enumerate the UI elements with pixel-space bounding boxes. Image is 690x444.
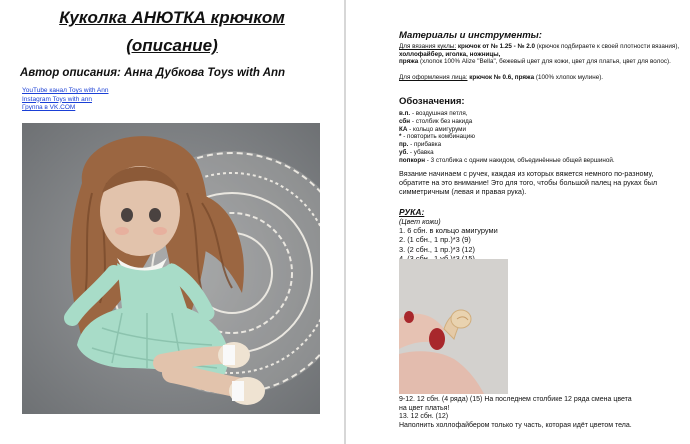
youtube-link[interactable]: YouTube канал Toys with Ann [22, 87, 109, 94]
arm-row: на цвет платья! [399, 404, 450, 412]
legend-item: уб. - убавка [399, 148, 434, 156]
materials-face [399, 74, 681, 82]
legend-list [399, 110, 681, 165]
materials-yarn-label: пряжа [399, 58, 419, 66]
materials-face-hook: крючок № 0.6, пряжа [469, 74, 535, 81]
arm-row: 13. 12 сбн. (12) [399, 413, 449, 421]
arm-row: 1. 6 сбн. в кольцо амигуруми [399, 226, 498, 235]
vk-group-link[interactable]: Группа в VK.COM [22, 104, 76, 111]
link-list [22, 87, 109, 113]
right-page [346, 0, 690, 444]
arm-row: 9-12. 12 сбн. (4 ряда) (15) На последнем столбике 12 ряда смена цвета [399, 396, 632, 403]
materials-tools: холлофайбер, иголка, ножницы, [399, 50, 501, 58]
materials-face-label: Для оформления лица: [399, 74, 468, 81]
arm-color-note: (Цвет кожи) [399, 217, 441, 226]
legend-item: КА - кольцо амигуруми [399, 125, 467, 133]
materials-face-note: (100% хлопок мулине). [535, 74, 604, 81]
author-name: Анна Дубкова Toys with Ann [124, 67, 286, 79]
legend-item: * - повторить комбинацию [399, 133, 475, 141]
legend-item: в.п. - воздушная петля, [399, 110, 468, 117]
materials-text [399, 43, 681, 66]
arm-row: 3. (2 сбн., 1 пр.)*3 (12) [399, 244, 475, 254]
doll-photo [22, 123, 320, 414]
legend-item: попкорн - 3 столбика с одним накидом, объединённые общей вершиной. [399, 156, 615, 164]
instagram-link[interactable]: Instagram Toys with ann [22, 95, 92, 103]
arm-photo [399, 259, 508, 394]
title-line-1: Куколка АНЮТКА крючком [59, 8, 285, 27]
materials-yarn-note: (хлопок 100% Alize "Bella", бежевый цвет для кожи, цвет для платья, цвет для волос). [420, 58, 671, 66]
arm-row: 2. (1 сбн., 1 пр.)*3 (9) [399, 235, 471, 245]
author-label: Автор описания: [20, 67, 121, 79]
arm-row: Наполнить холлофайбером только ту часть, которая идёт цветом тела. [399, 422, 632, 430]
arm-heading: РУКА: [399, 207, 425, 217]
left-page [0, 0, 344, 444]
materials-hook-note: (крючок подбираете к своей плотности вязания), [536, 43, 680, 50]
intro-paragraph: Вязание начинаем с ручек, каждая из которых вяжется немного по-разному, обратите на это внимание! Это для того, чтобы большой палец на руках был симметричным (левая и правая рука). [399, 169, 658, 197]
legend-heading: Обозначения: [399, 96, 465, 107]
materials-heading: Материалы и инструменты: [399, 30, 542, 41]
materials-hook: крючок от № 1.25 - № 2.0 [457, 43, 536, 50]
materials-doll-label: Для вязания куклы: [399, 43, 457, 50]
author-line [20, 67, 285, 79]
doll-illustration [22, 123, 320, 414]
arm-rows-continued [399, 396, 632, 431]
legend-item: сбн - столбик без накида [399, 117, 473, 125]
legend-item: пр. - прибавка [399, 141, 442, 149]
title-line-2: (описание) [126, 36, 218, 55]
hand-illustration [399, 259, 508, 394]
